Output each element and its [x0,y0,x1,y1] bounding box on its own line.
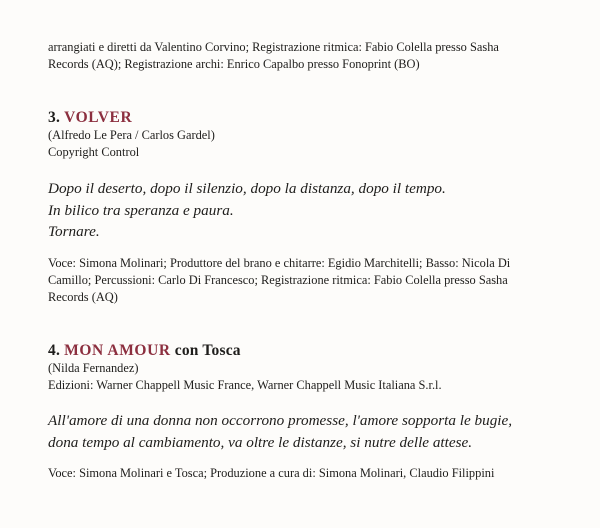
track-authors: (Nilda Fernandez) [48,361,139,375]
lyric-line: All'amore di una donna non occorrono promesse, l'amore sopporta le bugie, [48,412,513,429]
lyric-line: Dopo il deserto, dopo il silenzio, dopo la distanza, dopo il tempo. [48,180,446,197]
track-credits [48,255,568,306]
credit-line: Voce: Simona Molinari; Produttore del brano e chitarre: Egidio Marchitelli; Basso: Nicola Di [48,255,511,270]
track-authors: (Alfredo Le Pera / Carlos Gardel) [48,128,215,142]
track-publisher: Edizioni: Warner Chappell Music France, Warner Chappell Music Italiana S.r.l. [48,377,442,392]
track-lyrics [48,410,568,453]
track-title: MON AMOUR [64,342,171,359]
track-3-heading [48,109,568,127]
track-4-section [48,342,568,482]
credit-line: Records (AQ) [48,289,118,304]
track-lyrics [48,178,568,243]
track-4-heading [48,342,568,360]
credit-line: Voce: Simona Molinari e Tosca; Produzione a cura di: Simona Molinari, Claudio Filippini [48,466,495,480]
lyric-line: Tornare. [48,223,100,240]
lyric-line: In bilico tra speranza e paura. [48,201,234,219]
credit-text [48,39,568,73]
track-featuring: con Tosca [174,342,241,359]
previous-track-credits [48,39,568,73]
credit-line: arrangiati e diretti da Valentino Corvino; Registrazione ritmica: Fabio Colella presso Sasha [48,40,499,54]
track-number: 3. [48,109,61,126]
track-title: VOLVER [64,109,133,126]
track-number: 4. [48,342,61,359]
track-publisher: Copyright Control [48,144,140,159]
credit-line: Records (AQ); Registrazione archi: Enrico Capalbo presso Fonoprint (BO) [48,57,420,71]
lyric-line: dona tempo al cambiamento, va oltre le distanze, si nutre delle attese. [48,433,473,451]
track-credits [48,465,568,482]
track-3-section [48,109,568,306]
credit-line: Camillo; Percussioni: Carlo Di Francesco; Registrazione ritmica: Fabio Colella presso Sasha [48,272,508,287]
